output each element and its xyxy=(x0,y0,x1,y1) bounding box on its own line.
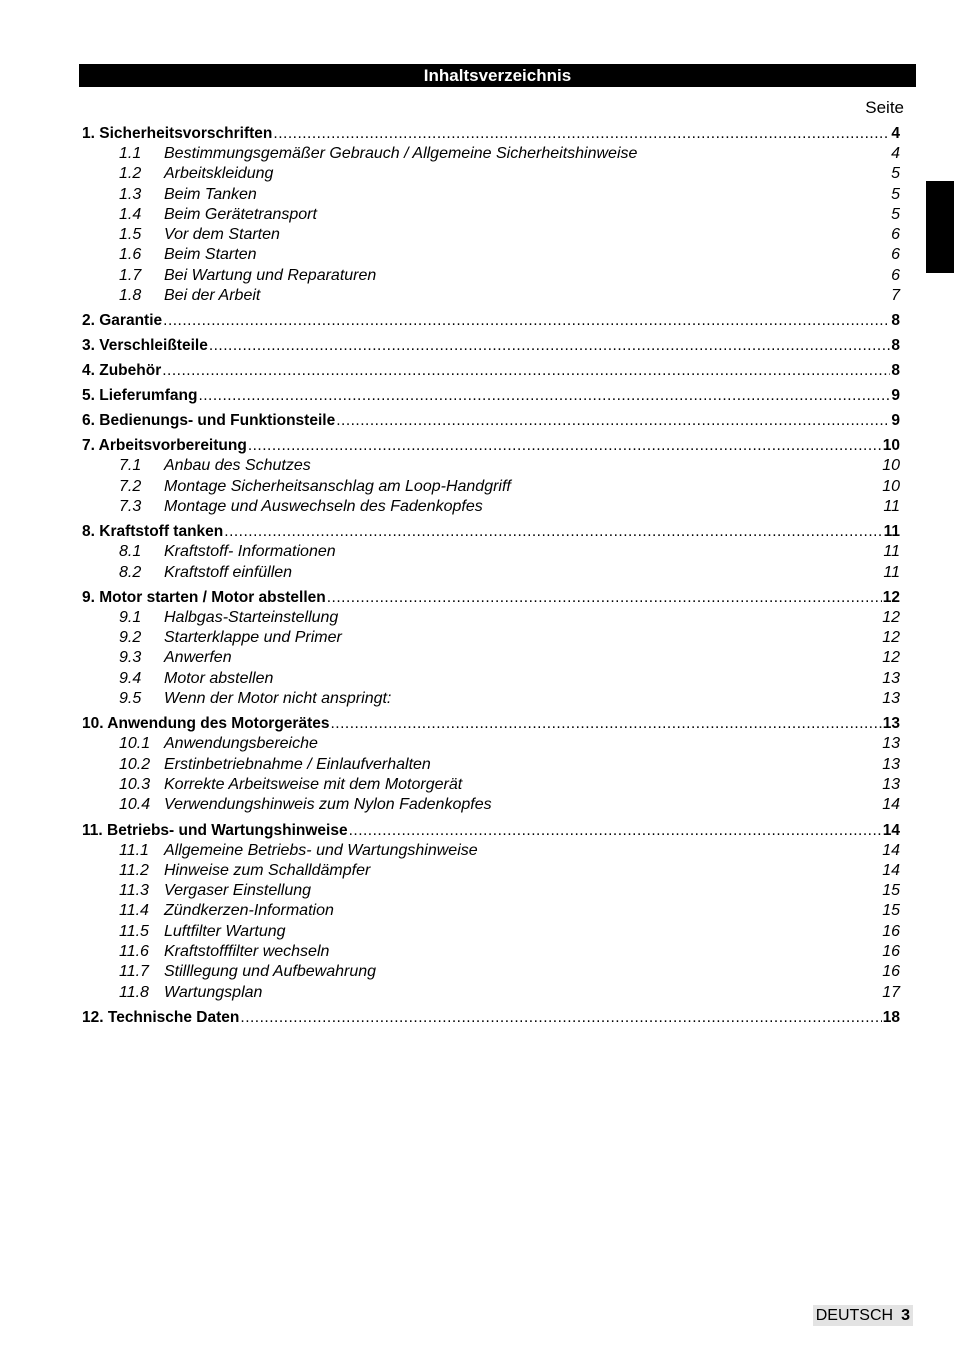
toc-section-row[interactable] xyxy=(82,588,900,608)
toc-subsection-row[interactable] xyxy=(82,497,900,517)
toc-subsection-page: 5 xyxy=(891,205,900,223)
toc-subsection-label: Anbau des Schutzes xyxy=(164,457,311,475)
toc-subsection-number: 11.1 xyxy=(119,841,149,859)
toc-section-title xyxy=(82,124,272,144)
toc-subsection-number: 11.2 xyxy=(119,861,149,879)
toc-section-page: 4 xyxy=(891,125,900,142)
toc-subsection-row[interactable] xyxy=(82,477,900,497)
toc-subsection-number: 11.5 xyxy=(119,922,149,940)
toc-subsection-label: Kraftstofffilter wechseln xyxy=(164,943,330,961)
toc-section-label: Anwendung des Motorgerätes xyxy=(107,715,330,733)
toc-dot-leader xyxy=(163,311,890,331)
toc-section-label: Lieferumfang xyxy=(99,387,198,405)
toc-subsection-number: 9.4 xyxy=(119,669,142,687)
toc-subsection-number: 7.1 xyxy=(119,457,142,475)
toc-subsection-label: Arbeitskleidung xyxy=(164,165,274,183)
toc-subsection-number: 8.1 xyxy=(119,543,142,561)
toc-subsection-row[interactable] xyxy=(82,669,900,689)
toc-section-title xyxy=(82,361,161,381)
toc-dot-leader xyxy=(330,714,881,734)
toc-subsection-label: Halbgas-Starteinstellung xyxy=(164,608,339,626)
toc-subsection-label: Zündkerzen-Information xyxy=(164,902,334,920)
toc-dot-leader xyxy=(198,386,890,406)
toc-section-label: Garantie xyxy=(99,312,163,330)
page-footer xyxy=(813,1305,913,1326)
toc-subsection-row[interactable] xyxy=(82,144,900,164)
toc-section-number: 11. xyxy=(82,821,103,839)
toc-subsection-row[interactable] xyxy=(82,962,900,982)
toc-subsection-row[interactable] xyxy=(82,628,900,648)
toc-subsection-number: 11.8 xyxy=(119,983,149,1001)
toc-subsection-page: 13 xyxy=(882,669,900,687)
toc-subsection-page: 13 xyxy=(882,775,900,793)
toc-subsection-row[interactable] xyxy=(82,608,900,628)
toc-subsection-label: Verwendungshinweis zum Nylon Fadenkopfes xyxy=(164,796,492,814)
toc-subsection-label: Erstinbetriebnahme / Einlaufverhalten xyxy=(164,755,431,773)
toc-subsection-label: Motor abstellen xyxy=(164,669,274,687)
toc-subsection-row[interactable] xyxy=(82,755,900,775)
toc-subsection-row[interactable] xyxy=(82,734,900,754)
toc-subsection-label: Allgemeine Betriebs- und Wartungshinweise xyxy=(164,841,478,859)
toc-section-page: 18 xyxy=(882,1008,900,1026)
toc-section-row[interactable] xyxy=(82,1008,900,1028)
page-title: Inhaltsverzeichnis xyxy=(79,64,916,87)
toc-section-number: 3. xyxy=(82,337,95,355)
toc-section-label: Kraftstoff tanken xyxy=(99,523,224,541)
toc-subsection-row[interactable] xyxy=(82,901,900,921)
toc-subsection-row[interactable] xyxy=(82,983,900,1003)
toc-section-number: 12. xyxy=(82,1008,104,1026)
toc-subsection-number: 8.2 xyxy=(119,563,142,581)
toc-section-label: Arbeitsvorbereitung xyxy=(98,437,247,455)
toc-subsection-page: 11 xyxy=(883,563,900,581)
toc-subsection-page: 7 xyxy=(891,287,900,305)
toc-subsection-number: 1.8 xyxy=(119,287,142,305)
toc-subsection-row[interactable] xyxy=(82,185,900,205)
toc-subsection-number: 9.3 xyxy=(119,649,142,667)
toc-subsection-row[interactable] xyxy=(82,775,900,795)
toc-subsection-number: 7.2 xyxy=(119,477,142,495)
toc-dot-leader xyxy=(336,411,890,431)
toc-subsection-page: 16 xyxy=(882,943,900,961)
toc-subsection-page: 11 xyxy=(883,543,900,561)
toc-dot-leader xyxy=(209,336,891,356)
toc-dot-leader xyxy=(327,588,882,608)
toc-section-page: 8 xyxy=(891,312,900,330)
toc-subsection-label: Anwerfen xyxy=(164,649,232,667)
toc-section-row[interactable] xyxy=(82,821,900,841)
toc-subsection-number: 9.2 xyxy=(119,629,142,647)
toc-section-row[interactable] xyxy=(82,124,900,144)
toc-section-title xyxy=(82,311,162,331)
toc-subsection-label: Kraftstoff- Informationen xyxy=(164,543,336,561)
toc-subsection-page: 10 xyxy=(882,477,900,495)
toc-section-page: 8 xyxy=(891,337,900,355)
toc-section-number: 10. xyxy=(82,715,104,733)
toc-subsection-page: 13 xyxy=(882,735,900,753)
toc-subsection-page: 13 xyxy=(882,690,900,708)
toc-subsection-number: 1.4 xyxy=(119,205,142,223)
toc-subsection-label: Anwendungsbereiche xyxy=(164,735,318,753)
toc-section-title xyxy=(82,821,348,841)
toc-section-label: Zubehör xyxy=(99,362,162,380)
toc-section-title xyxy=(82,522,223,542)
toc-subsection-page: 10 xyxy=(882,457,900,475)
toc-section-page: 14 xyxy=(882,821,900,839)
toc-section-page: 12 xyxy=(882,588,900,606)
toc-subsection-row[interactable] xyxy=(82,689,900,709)
toc-subsection-label: Vergaser Einstellung xyxy=(164,882,312,900)
toc-subsection-number: 9.1 xyxy=(119,608,142,626)
toc-subsection-row[interactable] xyxy=(82,922,900,942)
toc-subsection-number: 1.7 xyxy=(119,266,142,284)
toc-section-page: 13 xyxy=(882,715,900,733)
toc-subsection-row[interactable] xyxy=(82,286,900,306)
toc-subsection-row[interactable] xyxy=(82,942,900,962)
footer-language: DEUTSCH xyxy=(815,1307,894,1324)
toc-section-number: 2. xyxy=(82,312,95,330)
toc-section-title xyxy=(82,336,208,356)
toc-dot-leader xyxy=(248,436,882,456)
toc-subsection-label: Luftfilter Wartung xyxy=(164,922,286,940)
toc-section-row[interactable] xyxy=(82,522,900,542)
toc-subsection-label: Wartungsplan xyxy=(164,983,263,1001)
toc-section-number: 6. xyxy=(82,412,95,430)
toc-section-title xyxy=(82,1008,239,1028)
toc-subsection-label: Bei Wartung und Reparaturen xyxy=(164,266,377,284)
toc-subsection-row[interactable] xyxy=(82,245,900,265)
toc-section-label: Betriebs- und Wartungshinweise xyxy=(107,821,348,839)
toc-subsection-number: 10.2 xyxy=(119,755,151,773)
toc-subsection-label: Montage und Auswechseln des Fadenkopfes xyxy=(164,497,483,515)
toc-subsection-number: 1.5 xyxy=(119,226,142,244)
toc-subsection-page: 14 xyxy=(882,841,900,859)
toc-subsection-number: 11.4 xyxy=(119,902,149,920)
page-column-header: Seite xyxy=(865,98,904,117)
toc-subsection-number: 10.4 xyxy=(119,796,151,814)
toc-subsection-row[interactable] xyxy=(82,648,900,668)
toc-subsection-page: 16 xyxy=(882,963,900,981)
toc-section-label: Sicherheitsvorschriften xyxy=(99,125,273,142)
toc-dot-leader xyxy=(240,1008,881,1028)
toc-subsection-number: 10.3 xyxy=(119,775,151,793)
toc-subsection-label: Stilllegung und Aufbewahrung xyxy=(164,963,377,981)
toc-subsection-page: 16 xyxy=(882,922,900,940)
toc-section-number: 7. xyxy=(82,437,95,455)
toc-section-row[interactable] xyxy=(82,311,900,331)
toc-dot-leader xyxy=(349,821,882,841)
toc-subsection-page: 15 xyxy=(882,902,900,920)
toc-subsection-number: 11.7 xyxy=(119,963,149,981)
toc-subsection-page: 13 xyxy=(882,755,900,773)
toc-subsection-row[interactable] xyxy=(82,841,900,861)
toc-subsection-page: 6 xyxy=(891,226,900,244)
toc-subsection-row[interactable] xyxy=(82,563,900,583)
toc-section-title xyxy=(82,386,197,406)
toc-section-label: Verschleißteile xyxy=(99,337,208,355)
toc-section-number: 1. xyxy=(82,125,95,142)
toc-section-label: Technische Daten xyxy=(107,1008,240,1026)
toc-subsection-label: Korrekte Arbeitsweise mit dem Motorgerät xyxy=(164,775,463,793)
toc-subsection-number: 11.6 xyxy=(119,943,149,961)
toc-section-title xyxy=(82,588,326,608)
toc-subsection-page: 4 xyxy=(891,145,900,162)
toc-subsection-row[interactable] xyxy=(82,795,900,815)
toc-subsection-row[interactable] xyxy=(82,881,900,901)
toc-section-label: Bedienungs- und Funktionsteile xyxy=(99,412,336,430)
toc-subsection-page: 14 xyxy=(882,796,900,814)
toc-section-page: 9 xyxy=(891,412,900,430)
toc-subsection-label: Bei der Arbeit xyxy=(164,287,261,305)
table-of-contents xyxy=(82,124,900,1028)
toc-subsection-page: 5 xyxy=(891,165,900,183)
toc-subsection-row[interactable] xyxy=(82,542,900,562)
toc-dot-leader xyxy=(224,522,882,542)
toc-section-number: 4. xyxy=(82,362,95,380)
toc-subsection-label: Beim Gerätetransport xyxy=(164,205,317,223)
toc-subsection-page: 14 xyxy=(882,861,900,879)
toc-section-page: 10 xyxy=(882,437,900,455)
toc-section-title xyxy=(82,714,329,734)
toc-subsection-number: 7.3 xyxy=(119,497,142,515)
toc-section-row[interactable] xyxy=(82,436,900,456)
toc-subsection-page: 12 xyxy=(882,608,900,626)
toc-subsection-page: 12 xyxy=(882,629,900,647)
toc-section-title xyxy=(82,411,335,431)
toc-subsection-label: Starterklappe und Primer xyxy=(164,629,342,647)
toc-subsection-row[interactable] xyxy=(82,861,900,881)
toc-subsection-label: Vor dem Starten xyxy=(164,226,280,244)
toc-section-row[interactable] xyxy=(82,411,900,431)
toc-subsection-page: 17 xyxy=(882,983,900,1001)
toc-section-row[interactable] xyxy=(82,336,900,356)
toc-subsection-label: Beim Tanken xyxy=(164,185,257,203)
toc-subsection-row[interactable] xyxy=(82,266,900,286)
toc-subsection-label: Beim Starten xyxy=(164,246,257,264)
toc-subsection-number: 1.1 xyxy=(119,145,142,162)
toc-section-number: 9. xyxy=(82,588,95,606)
toc-subsection-page: 11 xyxy=(883,497,900,515)
toc-subsection-page: 6 xyxy=(891,266,900,284)
toc-subsection-page: 15 xyxy=(882,882,900,900)
toc-section-label: Motor starten / Motor abstellen xyxy=(99,588,326,606)
toc-subsection-page: 6 xyxy=(891,246,900,264)
toc-subsection-row[interactable] xyxy=(82,456,900,476)
toc-section-page: 8 xyxy=(891,362,900,380)
toc-subsection-number: 10.1 xyxy=(119,735,151,753)
toc-section-title xyxy=(82,436,247,456)
toc-section-number: 8. xyxy=(82,523,95,541)
language-side-tab xyxy=(926,181,954,273)
toc-section-row[interactable] xyxy=(82,361,900,381)
toc-subsection-number: 1.3 xyxy=(119,185,142,203)
toc-section-page: 11 xyxy=(883,523,900,541)
toc-subsection-number: 11.3 xyxy=(119,882,149,900)
toc-subsection-row[interactable] xyxy=(82,164,900,184)
toc-subsection-label: Hinweise zum Schalldämpfer xyxy=(164,861,371,879)
toc-subsection-number: 9.5 xyxy=(119,690,142,708)
toc-subsection-row[interactable] xyxy=(82,225,900,245)
toc-subsection-page: 5 xyxy=(891,185,900,203)
toc-section-page: 9 xyxy=(891,387,900,405)
toc-section-number: 5. xyxy=(82,387,95,405)
toc-dot-leader xyxy=(273,124,890,144)
toc-subsection-number: 1.2 xyxy=(119,165,142,183)
footer-page-number: 3 xyxy=(901,1307,910,1324)
toc-dot-leader xyxy=(162,361,890,381)
toc-subsection-row[interactable] xyxy=(82,205,900,225)
toc-section-row[interactable] xyxy=(82,714,900,734)
toc-subsection-label: Wenn der Motor nicht anspringt: xyxy=(164,690,392,708)
toc-subsection-label: Montage Sicherheitsanschlag am Loop-Handgriff xyxy=(164,477,511,495)
toc-subsection-number: 1.6 xyxy=(119,246,142,264)
toc-subsection-page: 12 xyxy=(882,649,900,667)
toc-subsection-label: Kraftstoff einfüllen xyxy=(164,563,293,581)
toc-section-row[interactable] xyxy=(82,386,900,406)
toc-subsection-label: Bestimmungsgemäßer Gebrauch / Allgemeine Sicherheitshinweise xyxy=(164,145,638,162)
